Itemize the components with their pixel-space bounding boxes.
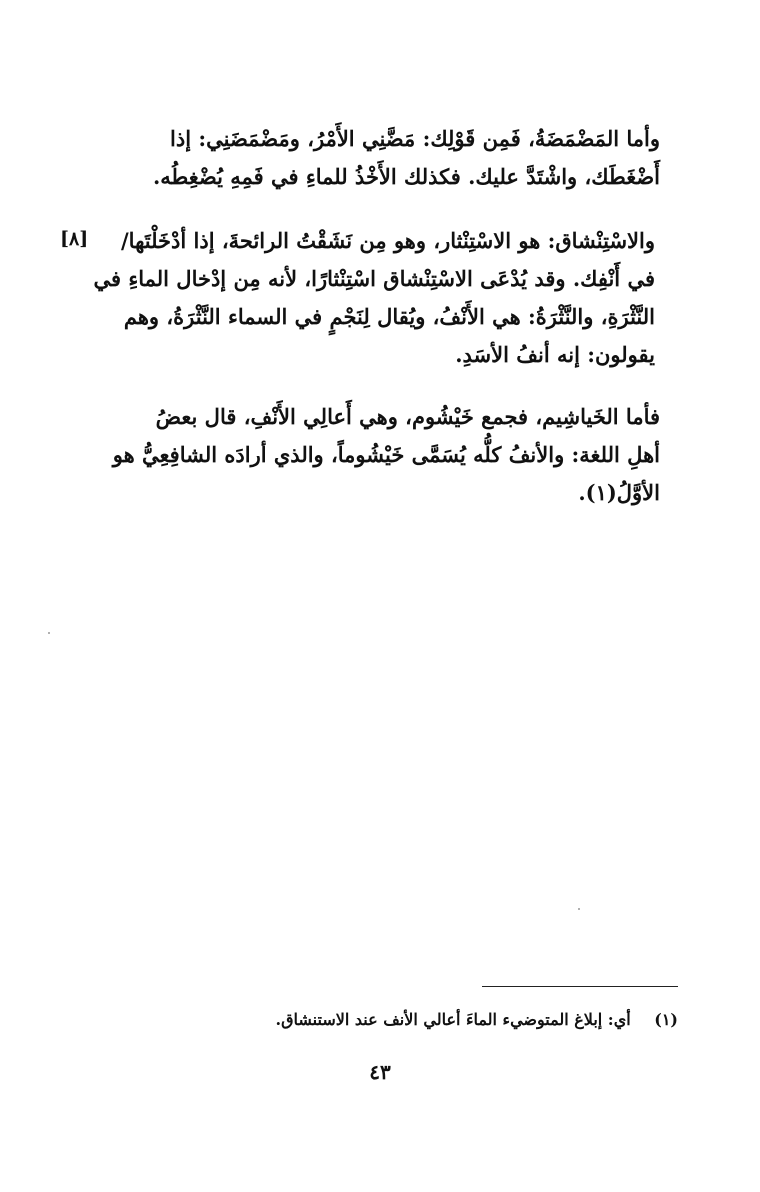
page-number: ٤٣ [369,1060,391,1084]
paragraph-istinshaq [90,222,655,374]
footnote-text: أي: إبلاغ المتوضيء الماءَ أعالي الأنف عند الاستنشاق. [275,1010,631,1029]
footnote-marker: (١) [654,1010,678,1029]
text-line: في أَنْفِك. وقد يُدْعَى الاسْتِنْشاق اسْتِنْثارًا، لأنه مِن إدْخال الماءِ في [93,266,655,291]
margin-page-reference: [٨] [60,228,89,250]
text-line: الأوَّلُ(١). [578,480,660,505]
scan-speck [48,632,50,634]
text-line: أهلِ اللغة: والأنفُ كلُّه يُسَمَّى خَيْشُوماً، والذي أرادَه الشافِعِيُّ هو [112,442,660,467]
text-line: النَّثْرَةِ، والنَّثْرَةُ: هي الأَنْفُ، ويُقال لِنَجْمٍ في السماء النَّثْرَةُ، وهم [123,304,655,329]
text-line: وأما المَضْمَضَةُ، فَمِن قَوْلِك: مَضَّنِي الأَمْرُ، ومَضْمَضَنِي: إذا [170,126,660,151]
text-line: فأما الخَياشِيم، فجمع خَيْشُوم، وهي أَعالِي الأَنْفِ، قال بعضُ [155,404,660,429]
scan-speck [578,908,580,910]
footnote [118,1006,678,1034]
text-line: يقولون: إنه أنفُ الأسَدِ. [455,342,655,367]
text-line: والاسْتِنْشاق: هو الاسْتِنْثار، وهو مِن نَشَقْتُ الرائحةَ، إذا أدْخَلْتَها/ [121,228,655,253]
paragraph-khayashim [100,398,660,512]
footnote-separator [482,986,678,987]
paragraph-madmada [100,120,660,196]
text-line: أَضْغَطَك، واشْتَدَّ عليك. فكذلك الأَخْذُ للماءِ في فَمِهِ يُضْغِطُه. [152,164,660,189]
